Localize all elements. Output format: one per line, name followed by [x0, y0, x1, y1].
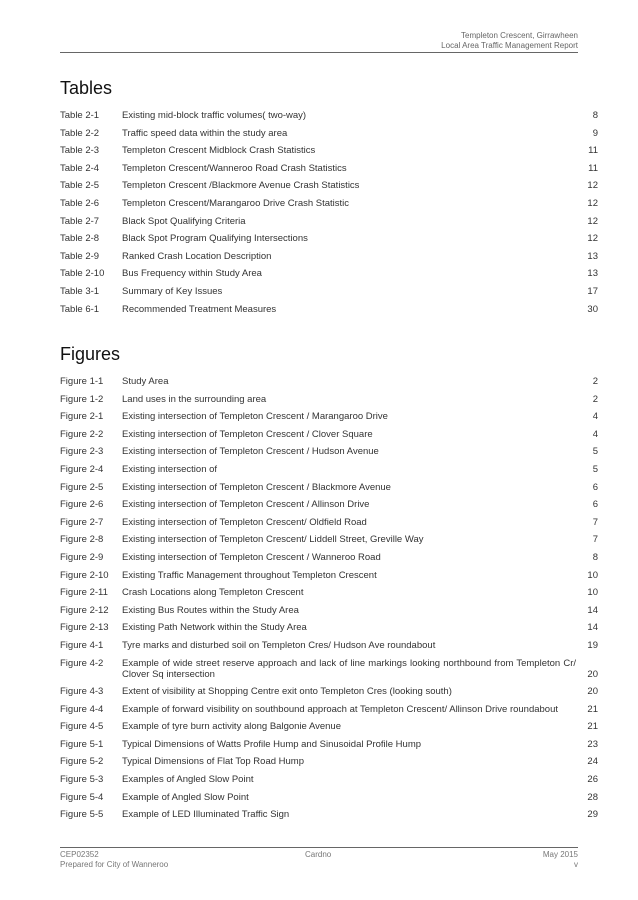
footer-prepared-for: Prepared for City of Wanneroo [60, 860, 169, 869]
entry-number: Figure 4-3 [60, 686, 104, 698]
table-entry[interactable] [60, 286, 598, 297]
entry-caption: Black Spot Program Qualifying Intersections [122, 233, 308, 245]
entry-number: Figure 2-3 [60, 446, 104, 458]
table-entry[interactable] [60, 163, 598, 174]
entry-page-number: 5 [592, 463, 598, 475]
entry-page-number: 20 [587, 668, 598, 680]
entry-caption: Example of Angled Slow Point [122, 791, 249, 803]
entry-number: Table 3-1 [60, 285, 100, 297]
entry-page-number: 6 [592, 499, 598, 511]
entry-caption: Templeton Crescent /Blackmore Avenue Crash Statistics [122, 180, 360, 192]
figure-entry[interactable] [60, 394, 598, 405]
entry-caption: Examples of Angled Slow Point [122, 774, 254, 786]
figure-entry[interactable] [60, 464, 598, 475]
entry-page-number: 12 [587, 215, 598, 227]
header-report-title: Local Area Traffic Management Report [441, 41, 578, 50]
entry-caption: Black Spot Qualifying Criteria [122, 215, 246, 227]
entry-number: Figure 1-1 [60, 376, 104, 387]
entry-page-number: 14 [587, 604, 598, 616]
entry-number: Figure 5-4 [60, 791, 104, 803]
figure-entry[interactable] [60, 446, 598, 457]
entry-number: Table 2-1 [60, 110, 100, 121]
entry-caption: Templeton Crescent Midblock Crash Statistics [122, 145, 316, 157]
table-entry[interactable] [60, 198, 598, 209]
entry-page-number: 6 [592, 481, 598, 493]
entry-number: Figure 2-8 [60, 534, 104, 546]
entry-caption: Tyre marks and disturbed soil on Templeton Cres/ Hudson Ave roundabout [122, 639, 436, 651]
entry-number: Figure 2-12 [60, 604, 109, 616]
figure-entry[interactable] [60, 721, 598, 732]
figure-entry[interactable] [60, 640, 598, 651]
figure-entry[interactable] [60, 482, 598, 493]
figure-entry[interactable] [60, 686, 598, 697]
entry-page-number: 7 [592, 534, 598, 546]
entry-number: Figure 5-2 [60, 756, 104, 768]
entry-number: Table 2-6 [60, 197, 100, 209]
entry-caption: Existing intersection of Templeton Crescent/ Liddell Street, Greville Way [122, 534, 424, 546]
entry-page-number: 8 [592, 551, 598, 563]
figure-entry[interactable] [60, 792, 598, 803]
footer-left [60, 850, 168, 870]
entry-number: Figure 4-4 [60, 703, 104, 715]
entry-caption: Ranked Crash Location Description [122, 250, 272, 262]
entry-caption: Templeton Crescent/Marangaroo Drive Crash Statistic [122, 197, 350, 209]
header-project-title: Templeton Crescent, Girrawheen [461, 31, 578, 40]
entry-page-number: 13 [587, 250, 598, 262]
entry-caption: Existing intersection of [122, 463, 218, 475]
entry-page-number: 29 [587, 809, 598, 821]
entry-caption: Existing intersection of Templeton Crescent / Clover Square [122, 428, 373, 440]
entry-page-number: 13 [587, 268, 598, 280]
entry-page-number: 4 [592, 428, 598, 440]
entry-number: Figure 2-9 [60, 551, 104, 563]
entry-page-number: 8 [592, 110, 598, 121]
figure-entry[interactable] [60, 704, 598, 715]
entry-number: Table 2-9 [60, 250, 100, 262]
tables-list [60, 110, 598, 321]
entry-page-number: 7 [592, 516, 598, 528]
entry-number: Figure 2-5 [60, 481, 104, 493]
entry-number: Figure 2-10 [60, 569, 109, 581]
figure-entry[interactable] [60, 658, 598, 680]
figure-entry[interactable] [60, 587, 598, 598]
entry-caption: Example of LED Illuminated Traffic Sign [122, 809, 290, 821]
entry-number: Table 2-4 [60, 162, 100, 174]
entry-number: Figure 2-11 [60, 587, 108, 599]
entry-caption: Typical Dimensions of Watts Profile Hump and Sinusoidal Profile Hump [122, 738, 422, 750]
entry-number: Figure 2-2 [60, 428, 104, 440]
entry-page-number: 11 [588, 145, 598, 157]
entry-page-number: 21 [587, 703, 598, 715]
entry-page-number: 12 [587, 197, 598, 209]
entry-caption: Recommended Treatment Measures [122, 303, 277, 315]
table-entry[interactable] [60, 128, 598, 139]
footer-divider [60, 847, 578, 848]
entry-number: Figure 2-7 [60, 516, 104, 528]
entry-number: Table 2-3 [60, 145, 100, 157]
entry-caption: Traffic speed data within the study area [122, 127, 288, 139]
entry-page-number: 12 [587, 180, 598, 192]
entry-page-number: 21 [587, 721, 598, 733]
entry-caption: Existing mid-block traffic volumes( two-way) [122, 110, 307, 121]
figure-entry[interactable] [60, 622, 598, 633]
figure-entry[interactable] [60, 429, 598, 440]
running-header [441, 31, 578, 51]
entry-page-number: 26 [587, 774, 598, 786]
entry-caption: Bus Frequency within Study Area [122, 268, 262, 280]
entry-caption: Example of wide street reserve approach and lack of line markings looking northbound from Templeton Cr/ Clover Sq intersection [122, 657, 576, 680]
entry-number: Table 2-7 [60, 215, 100, 227]
entry-number: Table 2-2 [60, 127, 100, 139]
entry-number: Table 2-10 [60, 268, 105, 280]
entry-number: Figure 4-5 [60, 721, 104, 733]
figure-entry[interactable] [60, 570, 598, 581]
entry-page-number: 11 [588, 162, 598, 174]
entry-caption: Existing intersection of Templeton Crescent / Hudson Avenue [122, 446, 379, 458]
figure-entry[interactable] [60, 517, 598, 528]
entry-caption: Existing intersection of Templeton Crescent / Allinson Drive [122, 499, 370, 511]
figure-entry[interactable] [60, 756, 598, 767]
entry-caption: Existing intersection of Templeton Crescent / Blackmore Avenue [122, 481, 391, 493]
entry-number: Figure 1-2 [60, 393, 104, 405]
table-entry[interactable] [60, 180, 598, 191]
entry-caption: Summary of Key Issues [122, 285, 223, 297]
figure-entry[interactable] [60, 499, 598, 510]
entry-page-number: 14 [587, 622, 598, 634]
entry-caption: Example of tyre burn activity along Balgonie Avenue [122, 721, 341, 733]
tables-heading: Tables [60, 78, 113, 98]
footer-page-number: v [574, 860, 578, 869]
entry-number: Figure 4-2 [60, 657, 104, 669]
entry-number: Figure 5-1 [60, 738, 104, 750]
entry-page-number: 2 [592, 376, 598, 387]
table-entry[interactable] [60, 304, 598, 315]
entry-number: Figure 2-1 [60, 411, 104, 423]
figure-entry[interactable] [60, 605, 598, 616]
entry-page-number: 23 [587, 738, 598, 750]
entry-caption: Crash Locations along Templeton Crescent [122, 587, 304, 599]
entry-caption: Example of forward visibility on southbound approach at Templeton Crescent/ Allinson Drive roundabout [122, 703, 559, 715]
entry-number: Figure 5-3 [60, 774, 104, 786]
table-entry[interactable] [60, 110, 598, 121]
entry-page-number: 4 [592, 411, 598, 423]
entry-caption: Existing Bus Routes within the Study Area [122, 604, 299, 616]
entry-page-number: 2 [592, 393, 598, 405]
entry-caption: Existing Traffic Management throughout Templeton Crescent [122, 569, 377, 581]
figure-entry[interactable] [60, 552, 598, 563]
entry-page-number: 12 [587, 233, 598, 245]
entry-page-number: 24 [587, 756, 598, 768]
entry-page-number: 10 [587, 587, 598, 599]
footer-date: May 2015 [542, 850, 578, 859]
figure-entry[interactable] [60, 534, 598, 545]
entry-page-number: 17 [587, 285, 598, 297]
entry-number: Figure 2-13 [60, 622, 109, 634]
footer-doc-number: CEP02352 [60, 850, 99, 859]
entry-page-number: 5 [592, 446, 598, 458]
entry-page-number: 9 [592, 127, 598, 139]
entry-number: Figure 2-4 [60, 463, 104, 475]
entry-caption: Land uses in the surrounding area [122, 393, 267, 405]
figure-entry[interactable] [60, 774, 598, 785]
figures-list [60, 376, 598, 827]
table-entry[interactable] [60, 268, 598, 279]
entry-page-number: 10 [587, 569, 598, 581]
entry-number: Figure 2-6 [60, 499, 104, 511]
entry-caption: Existing intersection of Templeton Crescent / Wanneroo Road [122, 551, 381, 563]
table-entry[interactable] [60, 233, 598, 244]
entry-caption: Typical Dimensions of Flat Top Road Hump [122, 756, 304, 768]
entry-page-number: 19 [587, 639, 598, 651]
table-entry[interactable] [60, 216, 598, 227]
entry-number: Table 2-8 [60, 233, 100, 245]
entry-number: Table 2-5 [60, 180, 100, 192]
figures-heading: Figures [60, 344, 121, 364]
footer-company: Cardno [305, 850, 332, 859]
entry-number: Figure 4-1 [60, 639, 104, 651]
figure-entry[interactable] [60, 809, 598, 820]
entry-caption: Existing Path Network within the Study Area [122, 622, 307, 634]
entry-caption: Existing intersection of Templeton Crescent / Marangaroo Drive [122, 411, 388, 423]
entry-caption: Existing intersection of Templeton Crescent/ Oldfield Road [122, 516, 367, 528]
entry-caption: Study Area [122, 376, 169, 387]
header-divider [60, 52, 578, 53]
figure-entry[interactable] [60, 739, 598, 750]
entry-page-number: 30 [587, 303, 598, 315]
figure-entry[interactable] [60, 411, 598, 422]
table-entry[interactable] [60, 251, 598, 262]
entry-page-number: 20 [587, 686, 598, 698]
footer-right [543, 850, 578, 870]
entry-number: Figure 5-5 [60, 809, 104, 821]
figure-entry[interactable] [60, 376, 598, 387]
entry-number: Table 6-1 [60, 303, 100, 315]
entry-page-number: 28 [587, 791, 598, 803]
entry-caption: Extent of visibility at Shopping Centre exit onto Templeton Cres (looking south) [122, 686, 452, 698]
table-entry[interactable] [60, 145, 598, 156]
entry-caption: Templeton Crescent/Wanneroo Road Crash Statistics [122, 162, 347, 174]
